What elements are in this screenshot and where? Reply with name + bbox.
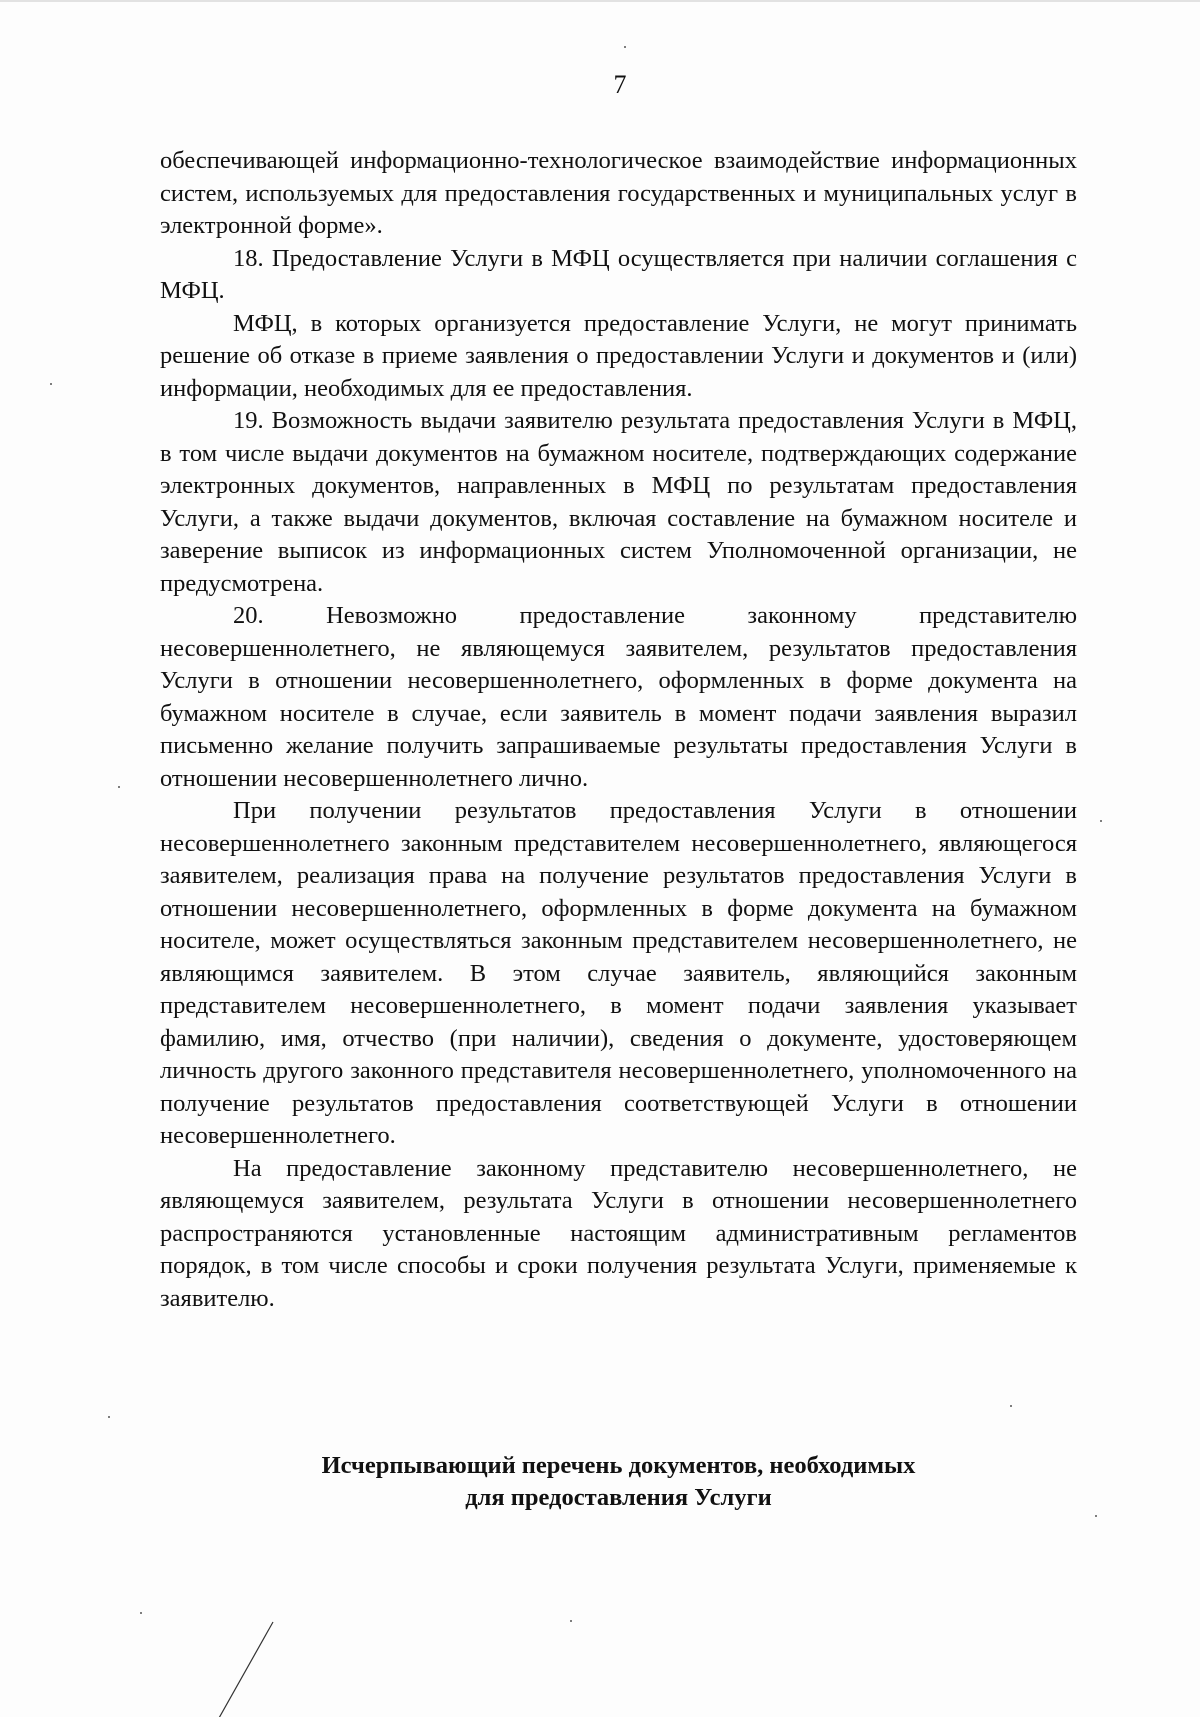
section-heading: [160, 1450, 1077, 1514]
paragraph-item-19: 19. Возможность выдачи заявителю результата предоставления Услуги в МФЦ, в том числе выдачи документов на бумажном носителе, подтверждающих содержание электронных документов, направленных в МФЦ по результатам предоставления Услуги, а также выдачи документов, включая составление на бумажном носителе и заверение выписок из информационных систем Уполномоченной организации, не предусмотрена.: [160, 407, 1077, 597]
section-heading-line-1: Исчерпывающий перечень документов, необходимых: [321, 1452, 916, 1479]
scan-speck: [118, 786, 120, 788]
scan-speck: [1095, 1515, 1097, 1517]
scan-speck: [140, 1612, 142, 1614]
scan-speck: [624, 46, 626, 48]
page-number: 7: [613, 70, 627, 99]
paragraph-procedure: На предоставление законному представителю несовершеннолетнего, не являющемуся заявителем, результата Услуги в отношении несовершеннолетнего распространяются установленные настоящим административным регламентов порядок, в том числе способы и сроки получения результата Услуги, применяемые к заявителю.: [160, 1154, 1077, 1312]
section-heading-line-2: для предоставления Услуги: [465, 1484, 772, 1511]
document-body: [160, 145, 1077, 1315]
paragraph-mfc-refusal: МФЦ, в которых организуется предоставление Услуги, не могут принимать решение об отказе в приеме заявления о предоставлении Услуги и документов и (или) информации, необходимых для ее предоставления.: [160, 309, 1077, 402]
paragraph-legal-representative: При получении результатов предоставления Услуги в отношении несовершеннолетнего законным представителем несовершеннолетнего, являющегося заявителем, реализация права на получение результатов предоставления Услуги в отношении несовершеннолетнего, оформленных в форме документа на бумажном носителе, может осуществляться законным представителем несовершеннолетнего, не являющимся заявителем. В этом случае заявитель, являющийся законным представителем несовершеннолетнего, в момент подачи заявления указывает фамилию, имя, отчество (при наличии), сведения о документе, удостоверяющем личность другого законного представителя несовершеннолетнего, уполномоченного на получение результатов предоставления соответствующей Услуги в отношении несовершеннолетнего.: [160, 797, 1077, 1149]
scan-speck: [108, 1416, 110, 1418]
scan-artifact-line: [195, 1620, 295, 1717]
paragraph-continuation: обеспечивающей информационно-технологическое взаимодействие информационных систем, используемых для предоставления государственных и муниципальных услуг в электронной форме».: [160, 147, 1077, 239]
scan-top-edge: [0, 0, 1200, 2]
paragraph-item-20: 20. Невозможно предоставление законному представителю несовершеннолетнего, не являющемуся заявителем, результатов предоставления Услуги в отношении несовершеннолетнего, оформленных в форме документа на бумажном носителе в случае, если заявитель в момент подачи заявления выразил письменно желание получить запрашиваемые результаты предоставления Услуги в отношении несовершеннолетнего лично.: [160, 602, 1077, 792]
scan-speck: [570, 1620, 572, 1622]
scan-speck: [50, 383, 52, 385]
paragraph-item-18: 18. Предоставление Услуги в МФЦ осуществляется при наличии соглашения с МФЦ.: [160, 244, 1077, 304]
scan-speck: [1100, 820, 1102, 822]
scan-speck: [1010, 1405, 1012, 1407]
